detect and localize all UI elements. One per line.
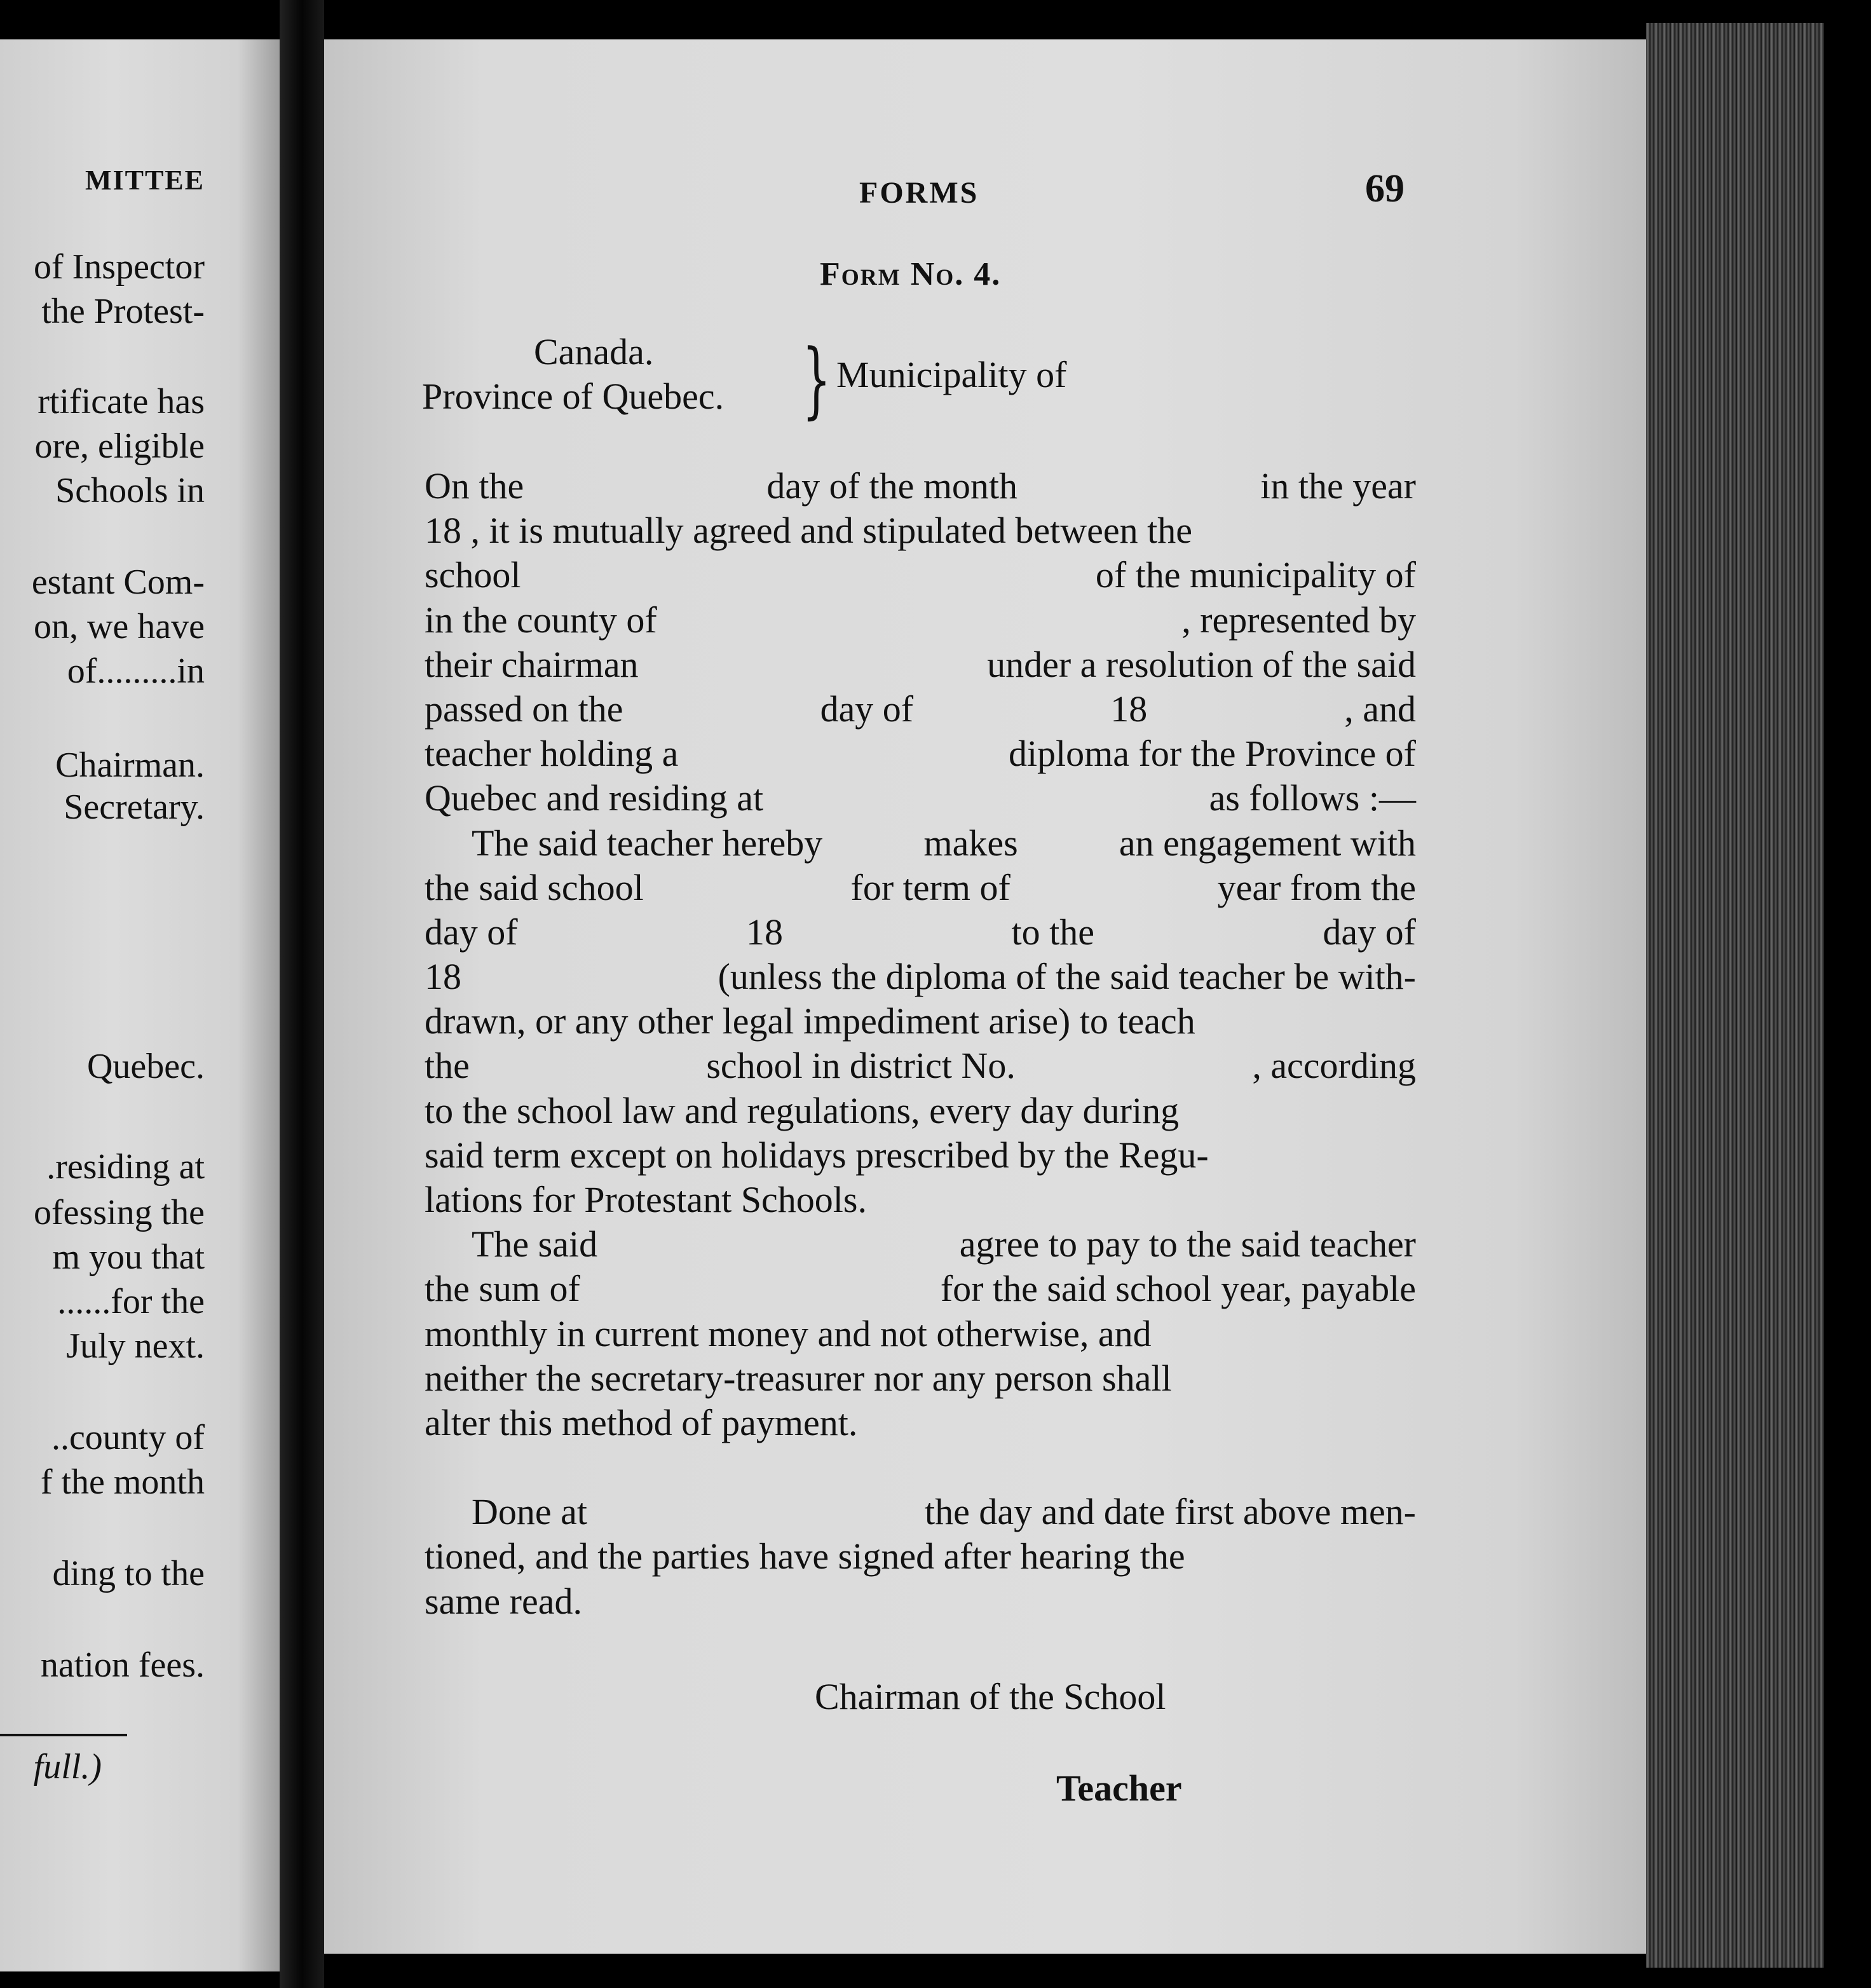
form-body-line xyxy=(425,1044,1416,1088)
form-body-text: neither the secretary-treasurer nor any person shall xyxy=(425,1357,1172,1399)
form-body-text: makes xyxy=(923,822,1018,864)
left-line: estant Com- xyxy=(31,562,205,602)
form-body-text: tioned, and the parties have signed after hearing the xyxy=(425,1535,1185,1577)
signature-teacher: Teacher xyxy=(1056,1767,1182,1809)
form-body-text: 18 , it is mutually agreed and stipulated between the xyxy=(425,510,1193,552)
form-body-text: (unless the diploma of the said teacher be with- xyxy=(718,956,1416,998)
form-title: Form No. 4. xyxy=(820,256,1002,292)
scan-border xyxy=(1824,0,1871,1988)
form-body-line xyxy=(425,776,1416,820)
form-body-text: in the county of xyxy=(425,599,657,641)
left-line: of.........in xyxy=(67,651,205,691)
form-body-line xyxy=(425,1490,1416,1534)
form-body-text: in the year xyxy=(1260,465,1416,507)
form-body-line xyxy=(425,687,1416,732)
left-line: ..county of xyxy=(51,1418,205,1457)
form-body-text: day of xyxy=(425,911,518,953)
form-body-text: their chairman xyxy=(425,643,639,685)
form-body-line xyxy=(425,1312,1416,1356)
previous-page-fragment xyxy=(0,39,280,1971)
form-body-line xyxy=(425,1178,1416,1222)
form-body-line xyxy=(425,1401,1416,1445)
form-body-text: , according xyxy=(1252,1045,1416,1087)
form-body-text: drawn, or any other legal impediment arise) to teach xyxy=(425,1000,1195,1042)
form-body-line xyxy=(425,866,1416,910)
page-edges xyxy=(1646,23,1824,1968)
left-line: Chairman. xyxy=(55,746,205,785)
left-line: rtificate has xyxy=(37,382,205,421)
form-body-text: as follows :— xyxy=(1209,777,1416,819)
left-line: on, we have xyxy=(33,607,205,646)
form-body-line xyxy=(425,508,1416,553)
form-body-text: monthly in current money and not otherwise, and xyxy=(425,1312,1152,1354)
form-body-text: under a resolution of the said xyxy=(987,643,1416,685)
form-body-text: Done at xyxy=(472,1491,587,1533)
heading-province: Province of Quebec. xyxy=(422,376,725,417)
form-body-text: 18 xyxy=(425,956,461,998)
page-number: 69 xyxy=(1365,167,1405,210)
form-body-text: The said xyxy=(472,1223,598,1265)
form-body-text: for the said school year, payable xyxy=(940,1268,1416,1310)
form-body-text: On the xyxy=(425,465,524,507)
form-body-text: 18 xyxy=(746,911,784,953)
form-body-text: the day and date first above men- xyxy=(924,1491,1416,1533)
form-body-line xyxy=(425,1579,1416,1624)
left-rule xyxy=(0,1734,127,1736)
form-body-text: day of the month xyxy=(766,465,1018,507)
left-line: nation fees. xyxy=(40,1645,205,1685)
form-body-text: school xyxy=(425,554,521,596)
form-body-text: teacher holding a xyxy=(425,733,679,775)
form-body-text: Quebec and residing at xyxy=(425,777,764,819)
brace-glyph: } xyxy=(802,331,831,428)
form-body-text: the sum of xyxy=(425,1268,580,1310)
form-body-line xyxy=(425,598,1416,643)
form-body-text: school in district No. xyxy=(706,1045,1016,1087)
form-body-line xyxy=(425,1267,1416,1311)
form-body-text: passed on the xyxy=(425,688,623,730)
left-line: July next. xyxy=(66,1326,205,1366)
form-body-line xyxy=(425,1534,1416,1579)
form-heading xyxy=(422,330,1185,426)
left-line: Secretary. xyxy=(64,787,205,827)
form-body-line xyxy=(425,1222,1416,1267)
form-body-text: for term of xyxy=(850,866,1010,908)
form-body-text: same read. xyxy=(425,1580,582,1622)
form-body-text: an engagement with xyxy=(1119,822,1416,864)
running-head: FORMS xyxy=(859,176,979,210)
form-body-text: year from the xyxy=(1217,866,1416,908)
form-body-text: The said teacher hereby xyxy=(472,822,823,864)
left-line: ore, eligible xyxy=(34,426,205,466)
form-body-text: the xyxy=(425,1045,470,1087)
left-line: f the month xyxy=(40,1462,205,1502)
form-body-line xyxy=(425,1089,1416,1133)
form-body-text: to the xyxy=(1011,911,1094,953)
form-body-text: day of xyxy=(1323,911,1416,953)
left-line: of Inspector xyxy=(33,247,205,287)
form-body-text: to the school law and regulations, every day during xyxy=(425,1089,1180,1131)
left-line: the Protest- xyxy=(41,292,205,331)
form-body-text: lations for Protestant Schools. xyxy=(425,1179,867,1220)
left-line: ofessing the xyxy=(33,1193,205,1232)
form-body-line xyxy=(425,1356,1416,1401)
heading-canada: Canada. xyxy=(534,331,654,372)
left-line: m you that xyxy=(52,1237,205,1277)
left-line: full.) xyxy=(33,1747,102,1787)
left-line: Quebec. xyxy=(86,1047,205,1086)
left-running-head: MITTEE xyxy=(85,165,205,196)
form-body-text: 18 xyxy=(1110,688,1148,730)
signature-chairman: Chairman of the School xyxy=(815,1676,1166,1717)
form-body-text: agree to pay to the said teacher xyxy=(959,1223,1416,1265)
form-body-line xyxy=(425,553,1416,597)
form-body-line xyxy=(425,643,1416,687)
form-body-text: the said school xyxy=(425,866,644,908)
heading-municipality: Municipality of xyxy=(836,354,1067,395)
form-body-text: , and xyxy=(1344,688,1416,730)
form-body-line xyxy=(425,999,1416,1044)
left-line: Schools in xyxy=(55,471,205,510)
form-body-line xyxy=(425,821,1416,866)
book-gutter xyxy=(280,0,324,1988)
form-body-line xyxy=(425,955,1416,999)
form-body xyxy=(425,464,1416,1624)
form-body-line xyxy=(425,732,1416,776)
form-body-text: diploma for the Province of xyxy=(1008,733,1416,775)
form-body-text: said term except on holidays prescribed by the Regu- xyxy=(425,1134,1209,1176)
left-line: ......for the xyxy=(57,1282,205,1321)
form-body-text: , represented by xyxy=(1181,599,1416,641)
left-line: ding to the xyxy=(52,1554,205,1593)
form-body-line xyxy=(425,910,1416,955)
form-body-text: of the municipality of xyxy=(1095,554,1416,596)
form-body-text: alter this method of payment. xyxy=(425,1401,858,1443)
form-body-text: day of xyxy=(820,688,914,730)
left-line: .residing at xyxy=(46,1147,205,1187)
form-body-line xyxy=(425,464,1416,508)
form-body-line xyxy=(425,1133,1416,1178)
